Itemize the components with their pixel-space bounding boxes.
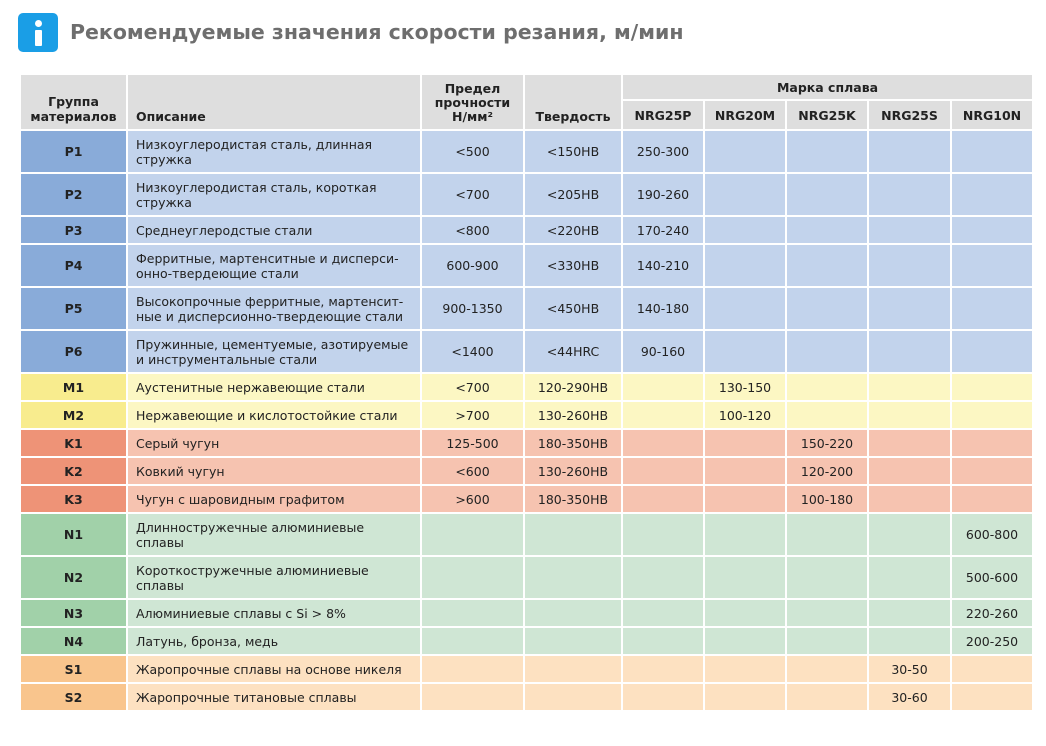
header-grade-nrg25s: NRG25S	[868, 100, 951, 130]
strength-cell: <500	[421, 130, 524, 173]
speed-cell	[622, 683, 704, 711]
group-code-cell: M1	[20, 373, 127, 401]
group-code-cell: P1	[20, 130, 127, 173]
speed-cell	[786, 373, 868, 401]
speed-cell	[622, 627, 704, 655]
speed-cell	[704, 556, 786, 599]
table-row	[20, 556, 1033, 599]
description-cell	[127, 513, 421, 556]
speed-cell	[868, 401, 951, 429]
group-code-cell: K3	[20, 485, 127, 513]
hardness-cell: 180-350HB	[524, 429, 622, 457]
group-code-cell: K1	[20, 429, 127, 457]
speed-cell	[951, 173, 1033, 216]
header-grade-nrg25k: NRG25K	[786, 100, 868, 130]
description-cell	[127, 287, 421, 330]
description-line: сплавы	[136, 534, 184, 550]
speed-cell: 250-300	[622, 130, 704, 173]
strength-cell: <700	[421, 373, 524, 401]
description-line: Серый чугун	[136, 435, 220, 451]
description-line: Аустенитные нержавеющие стали	[136, 379, 365, 395]
hardness-cell	[524, 513, 622, 556]
speed-cell	[622, 655, 704, 683]
description-line: Ферритные, мартенситные и дисперси-	[136, 250, 399, 266]
speed-cell: 150-220	[786, 429, 868, 457]
speed-cell: 100-180	[786, 485, 868, 513]
description-cell	[127, 373, 421, 401]
speed-cell	[868, 513, 951, 556]
speed-cell	[786, 556, 868, 599]
table-row	[20, 429, 1033, 457]
table-row	[20, 216, 1033, 244]
speed-cell: 500-600	[951, 556, 1033, 599]
speed-cell: 600-800	[951, 513, 1033, 556]
strength-cell: 900-1350	[421, 287, 524, 330]
hardness-cell: 130-260HB	[524, 457, 622, 485]
table-row	[20, 457, 1033, 485]
strength-cell: >700	[421, 401, 524, 429]
hardness-cell: <450HB	[524, 287, 622, 330]
group-code-cell: K2	[20, 457, 127, 485]
speed-cell	[704, 287, 786, 330]
hardness-cell: 130-260HB	[524, 401, 622, 429]
strength-cell: 125-500	[421, 429, 524, 457]
table-row	[20, 485, 1033, 513]
hardness-cell: <220HB	[524, 216, 622, 244]
speed-cell: 120-200	[786, 457, 868, 485]
table-row	[20, 627, 1033, 655]
speed-cell	[951, 655, 1033, 683]
group-code-cell: P4	[20, 244, 127, 287]
hardness-cell	[524, 627, 622, 655]
strength-cell: 600-900	[421, 244, 524, 287]
description-line: Низкоуглеродистая сталь, длинная	[136, 136, 373, 152]
page-title: Рекомендуемые значения скорости резания, м/мин	[70, 20, 684, 44]
description-line: Пружинные, цементуемые, азотируемые	[136, 336, 409, 352]
table-row	[20, 373, 1033, 401]
speed-cell	[786, 130, 868, 173]
page-header	[18, 12, 684, 52]
header-group-line: материалов	[30, 109, 117, 124]
group-code-cell: P3	[20, 216, 127, 244]
speed-cell	[704, 513, 786, 556]
description-line: Низкоуглеродистая сталь, короткая	[136, 179, 377, 195]
hardness-cell: <330HB	[524, 244, 622, 287]
speed-cell	[704, 599, 786, 627]
speed-cell	[868, 287, 951, 330]
strength-cell	[421, 627, 524, 655]
speed-cell	[622, 485, 704, 513]
description-cell	[127, 429, 421, 457]
description-cell	[127, 485, 421, 513]
group-code-cell: S2	[20, 683, 127, 711]
speed-cell	[622, 513, 704, 556]
speed-cell	[704, 244, 786, 287]
description-line: Нержавеющие и кислотостойкие стали	[136, 407, 398, 423]
table-row	[20, 330, 1033, 373]
hardness-cell: <44HRC	[524, 330, 622, 373]
header-alloy-mark: Марка сплава	[622, 74, 1033, 100]
speed-cell	[868, 457, 951, 485]
description-line: Высокопрочные ферритные, мартенсит-	[136, 293, 404, 309]
speed-cell	[704, 655, 786, 683]
speed-cell	[868, 173, 951, 216]
speed-cell	[868, 130, 951, 173]
speed-cell: 190-260	[622, 173, 704, 216]
header-description: Описание	[127, 74, 421, 130]
description-line: и инструментальные стали	[136, 351, 318, 367]
speed-cell	[951, 244, 1033, 287]
speed-cell	[868, 556, 951, 599]
description-cell	[127, 683, 421, 711]
speed-cell	[951, 130, 1033, 173]
description-line: Чугун с шаровидным графитом	[136, 491, 345, 507]
description-line: Латунь, бронза, медь	[136, 633, 279, 649]
speed-cell	[951, 373, 1033, 401]
header-group	[20, 74, 127, 130]
header-group-line: Группа	[48, 94, 99, 109]
strength-cell	[421, 513, 524, 556]
hardness-cell: 180-350HB	[524, 485, 622, 513]
table-row	[20, 173, 1033, 216]
speed-cell	[704, 130, 786, 173]
speed-cell	[786, 655, 868, 683]
strength-cell	[421, 683, 524, 711]
speed-cell: 170-240	[622, 216, 704, 244]
table-row	[20, 513, 1033, 556]
description-cell	[127, 627, 421, 655]
description-cell	[127, 599, 421, 627]
strength-cell: <800	[421, 216, 524, 244]
group-code-cell: N1	[20, 513, 127, 556]
speed-cell	[951, 287, 1033, 330]
group-code-cell: M2	[20, 401, 127, 429]
header-grade-nrg25p: NRG25P	[622, 100, 704, 130]
description-cell	[127, 401, 421, 429]
strength-cell: <700	[421, 173, 524, 216]
speed-cell: 30-50	[868, 655, 951, 683]
table-row	[20, 401, 1033, 429]
hardness-cell	[524, 655, 622, 683]
description-cell	[127, 556, 421, 599]
speed-cell	[868, 485, 951, 513]
speed-cell	[786, 244, 868, 287]
speed-cell	[951, 683, 1033, 711]
speed-cell	[951, 429, 1033, 457]
speed-cell	[622, 429, 704, 457]
speed-cell	[786, 330, 868, 373]
hardness-cell: <150HB	[524, 130, 622, 173]
description-line: Жаропрочные сплавы на основе никеля	[136, 661, 402, 677]
speed-cell	[951, 401, 1033, 429]
speed-cell: 100-120	[704, 401, 786, 429]
speed-cell	[704, 429, 786, 457]
description-cell	[127, 216, 421, 244]
description-line: Короткостружечные алюминиевые	[136, 562, 369, 578]
speed-cell	[786, 216, 868, 244]
speed-cell: 30-60	[868, 683, 951, 711]
speed-cell	[704, 485, 786, 513]
speed-cell	[622, 457, 704, 485]
header-strength-line: прочности	[434, 95, 511, 110]
speed-cell: 200-250	[951, 627, 1033, 655]
description-cell	[127, 130, 421, 173]
description-line: сплавы	[136, 577, 184, 593]
speed-cell	[622, 556, 704, 599]
speed-cell	[704, 457, 786, 485]
group-code-cell: N3	[20, 599, 127, 627]
table-row	[20, 655, 1033, 683]
strength-cell	[421, 599, 524, 627]
description-cell	[127, 173, 421, 216]
group-code-cell: N2	[20, 556, 127, 599]
speed-cell	[868, 429, 951, 457]
hardness-cell: <205HB	[524, 173, 622, 216]
hardness-cell	[524, 556, 622, 599]
speed-cell	[868, 330, 951, 373]
speed-cell: 140-180	[622, 287, 704, 330]
header-strength-line: Предел	[444, 81, 501, 96]
table-row	[20, 130, 1033, 173]
speed-cell	[622, 599, 704, 627]
speed-cell	[951, 216, 1033, 244]
group-code-cell: P5	[20, 287, 127, 330]
description-cell	[127, 244, 421, 287]
speed-cell	[951, 485, 1033, 513]
speed-cell	[704, 330, 786, 373]
speed-cell	[951, 457, 1033, 485]
group-code-cell: S1	[20, 655, 127, 683]
speed-cell	[951, 330, 1033, 373]
speed-cell: 220-260	[951, 599, 1033, 627]
speed-cell	[786, 513, 868, 556]
strength-cell	[421, 655, 524, 683]
description-line: стружка	[136, 194, 192, 210]
table-row	[20, 599, 1033, 627]
strength-cell	[421, 556, 524, 599]
description-line: онно-твердеющие стали	[136, 265, 299, 281]
description-line: Жаропрочные титановые сплавы	[136, 689, 357, 705]
table-body	[20, 130, 1033, 711]
speed-cell	[786, 627, 868, 655]
hardness-cell: 120-290HB	[524, 373, 622, 401]
speed-cell	[622, 401, 704, 429]
speed-cell	[704, 683, 786, 711]
header-strength-line: Н/мм²	[452, 109, 493, 124]
description-line: Среднеуглеродстые стали	[136, 222, 313, 238]
info-icon	[18, 13, 58, 52]
description-cell	[127, 330, 421, 373]
speed-cell	[704, 627, 786, 655]
description-line: Длинностружечные алюминиевые	[136, 519, 365, 535]
speed-cell	[786, 401, 868, 429]
group-code-cell: P6	[20, 330, 127, 373]
speed-cell	[786, 287, 868, 330]
speed-cell	[786, 683, 868, 711]
header-strength	[421, 74, 524, 130]
hardness-cell	[524, 683, 622, 711]
description-cell	[127, 457, 421, 485]
speed-cell	[868, 599, 951, 627]
description-line: Алюминиевые сплавы с Si > 8%	[136, 605, 346, 621]
table-row	[20, 244, 1033, 287]
strength-cell: <1400	[421, 330, 524, 373]
strength-cell: <600	[421, 457, 524, 485]
description-line: Ковкий чугун	[136, 463, 225, 479]
speed-cell	[704, 216, 786, 244]
group-code-cell: N4	[20, 627, 127, 655]
cutting-speed-table	[19, 73, 1034, 712]
table-row	[20, 683, 1033, 711]
header-grade-nrg20m: NRG20M	[704, 100, 786, 130]
speed-cell: 130-150	[704, 373, 786, 401]
speed-cell	[786, 599, 868, 627]
speed-cell	[868, 244, 951, 287]
speed-cell	[704, 173, 786, 216]
description-cell	[127, 655, 421, 683]
speed-cell: 90-160	[622, 330, 704, 373]
speed-cell	[868, 627, 951, 655]
speed-cell	[868, 373, 951, 401]
table-row	[20, 287, 1033, 330]
header-grade-nrg10n: NRG10N	[951, 100, 1033, 130]
description-line: стружка	[136, 151, 192, 167]
speed-cell	[622, 373, 704, 401]
description-line: ные и дисперсионно-твердеющие стали	[136, 308, 404, 324]
speed-cell	[868, 216, 951, 244]
group-code-cell: P2	[20, 173, 127, 216]
hardness-cell	[524, 599, 622, 627]
speed-cell: 140-210	[622, 244, 704, 287]
strength-cell: >600	[421, 485, 524, 513]
speed-cell	[786, 173, 868, 216]
header-hardness: Твердость	[524, 74, 622, 130]
